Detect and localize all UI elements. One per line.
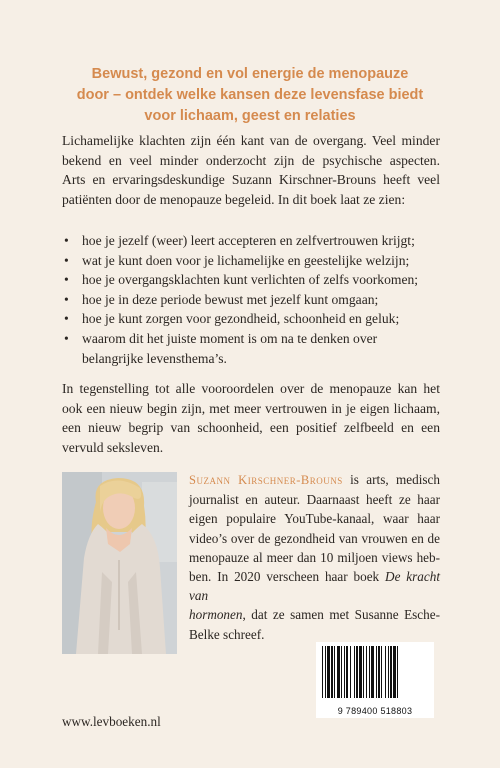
tagline-line: voor lichaam, geest en relaties bbox=[144, 108, 356, 124]
bullet-icon: • bbox=[64, 330, 69, 346]
bio-line: Belke schreef. bbox=[189, 626, 265, 642]
publisher-website[interactable]: www.levboeken.nl bbox=[62, 714, 161, 729]
bullet-icon: • bbox=[64, 311, 69, 327]
isbn-number: 9 789400 518803 bbox=[337, 706, 413, 716]
bullet-icon: • bbox=[64, 233, 69, 248]
barcode-bars bbox=[316, 642, 434, 706]
list-item: • wat je kunt doen voor je lichamelijke en geestelijke welzijn; bbox=[62, 251, 440, 271]
author-photo bbox=[62, 472, 177, 654]
bio-line: eigen populaire YouTube-kanaal, waar haar bbox=[189, 511, 440, 527]
author-bio: Suzann Kirschner-Brouns is arts, medisch journalist en auteur. Daarnaast heeft ze haar eigen populaire YouTube-kanaal, waar haar video’s over de gezondheid van vrouwen en de menopauze al meer dan 10 miljoen views heb- ben. In 2020 verscheen haar boek De kracht van hormonen, dat ze samen met Susanne Esche- Belke schreef. bbox=[189, 470, 440, 644]
benefit-list bbox=[62, 231, 440, 368]
list-item: • hoe je jezelf (weer) leert accepteren en zelfvertrouwen krijgt; bbox=[62, 231, 440, 251]
intro-line: patiënten door de menopauze begeleid. In dit boek laat ze zien: bbox=[62, 191, 406, 207]
closing-line: een nieuw begrip van schoonheid, een positief zelfbeeld en een bbox=[62, 420, 440, 436]
intro-line: bekend en veel minder onderzocht zijn de psychische aspecten. bbox=[62, 152, 440, 168]
list-item: • hoe je kunt zorgen voor gezondheid, schoonheid en geluk; bbox=[62, 309, 440, 329]
list-item: • waarom dit het juiste moment is om na te denken over belangrijke levensthema’s. bbox=[64, 330, 378, 366]
book-title: De kracht van bbox=[189, 569, 440, 604]
isbn-barcode bbox=[316, 642, 434, 718]
intro-line: Lichamelijke klachten zijn één kant van de overgang. Veel minder bbox=[62, 133, 440, 148]
intro-line: Arts en ervaringsdeskundige Suzann Kirschner-Brouns heeft veel bbox=[62, 172, 440, 188]
intro-paragraph bbox=[62, 131, 440, 209]
tagline bbox=[70, 64, 430, 127]
bullet-icon: • bbox=[64, 291, 69, 307]
tagline-line: Bewust, gezond en vol energie de menopauze bbox=[91, 66, 409, 82]
list-item: • hoe je overgangsklachten kunt verlichten of zelfs voorkomen; bbox=[62, 270, 440, 290]
list-item: • hoe je in deze periode bewust met jezelf kunt omgaan; bbox=[62, 290, 440, 310]
book-title-continued: hormonen bbox=[189, 607, 243, 623]
bullet-icon: • bbox=[64, 272, 69, 288]
closing-paragraph bbox=[62, 379, 440, 457]
tagline-line: door – ontdek welke kansen deze levensfase biedt bbox=[76, 87, 424, 103]
closing-line: vervuld seksleven. bbox=[62, 439, 164, 455]
bullet-icon: • bbox=[64, 252, 69, 268]
bio-line: video’s over de gezondheid van vrouwen en de bbox=[189, 530, 440, 546]
author-name: Suzann Kirschner-Brouns bbox=[189, 473, 343, 487]
list-item-continuation: belangrijke levensthema’s. bbox=[82, 350, 227, 366]
closing-line: In tegenstelling tot alle vooroordelen over de menopauze kan het bbox=[62, 381, 440, 396]
bio-line: menopauze al meer dan 10 miljoen views heb- bbox=[189, 549, 440, 565]
closing-line: ook een nieuw begin zijn, met meer vertrouwen in je eigen lichaam, bbox=[62, 400, 440, 416]
bio-line: journalist en auteur. Daarnaast heeft ze haar bbox=[189, 492, 440, 508]
